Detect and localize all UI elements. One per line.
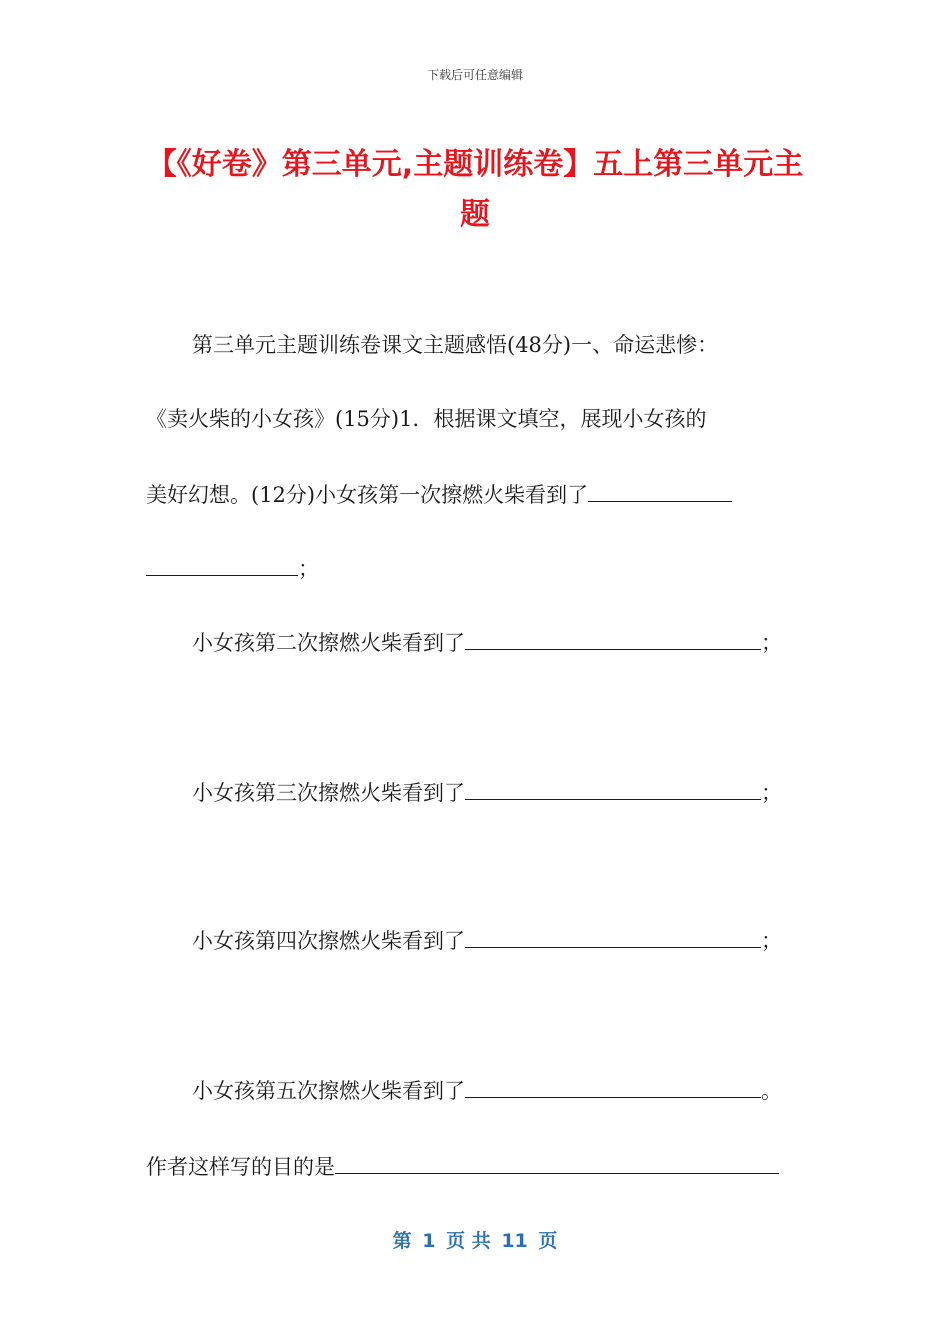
fill-line-purpose: [146, 1152, 779, 1182]
line-punctuation: ；: [761, 631, 782, 655]
paragraph-line-1: [192, 330, 718, 360]
footer-page-number: 1: [422, 1230, 436, 1252]
fill-line-third: [192, 778, 782, 808]
paragraph-text: 美好幻想。(12分)小女孩第一次擦燃火柴看到了: [146, 483, 589, 507]
answer-blank-1a[interactable]: [588, 481, 732, 502]
answer-blank-5[interactable]: [465, 1077, 761, 1098]
paragraph-line-4: [146, 554, 319, 584]
answer-blank-4[interactable]: [465, 927, 761, 948]
line-punctuation: ；: [761, 929, 782, 953]
paragraph-line-2: [146, 404, 706, 434]
paragraph-line-3: [146, 480, 732, 510]
document-title: 【《好卷》第三单元,主题训练卷】五上第三单元主题: [146, 147, 804, 232]
paragraph-text: 《卖火柴的小女孩》(15分)1．根据课文填空，展现小女孩的: [146, 407, 707, 431]
footer-suffix: 页: [538, 1230, 558, 1252]
footer-prefix: 第: [392, 1230, 412, 1252]
answer-blank-3[interactable]: [465, 779, 761, 800]
line-punctuation: ；: [761, 781, 782, 805]
fill-prompt: 小女孩第五次擦燃火柴看到了: [192, 1079, 465, 1103]
fill-line-fifth: [192, 1076, 782, 1106]
answer-blank-1b[interactable]: [146, 555, 298, 576]
page-footer: [0, 1226, 950, 1253]
header-note: 下载后可任意编辑: [426, 68, 523, 82]
fill-prompt: 小女孩第四次擦燃火柴看到了: [192, 929, 465, 953]
line-punctuation: 。: [761, 1079, 782, 1103]
line-punctuation: ；: [298, 557, 319, 581]
footer-middle: 页 共: [446, 1230, 491, 1252]
answer-blank-2[interactable]: [465, 629, 761, 650]
footer-total-pages: 11: [501, 1230, 528, 1252]
fill-prompt: 作者这样写的目的是: [146, 1155, 335, 1179]
fill-prompt: 小女孩第二次擦燃火柴看到了: [192, 631, 465, 655]
fill-line-second: [192, 628, 782, 658]
fill-line-fourth: [192, 926, 782, 956]
fill-prompt: 小女孩第三次擦燃火柴看到了: [192, 781, 465, 805]
paragraph-text: 第三单元主题训练卷课文主题感悟(48分)一、命运悲惨：: [192, 333, 719, 357]
answer-blank-6[interactable]: [335, 1153, 779, 1174]
